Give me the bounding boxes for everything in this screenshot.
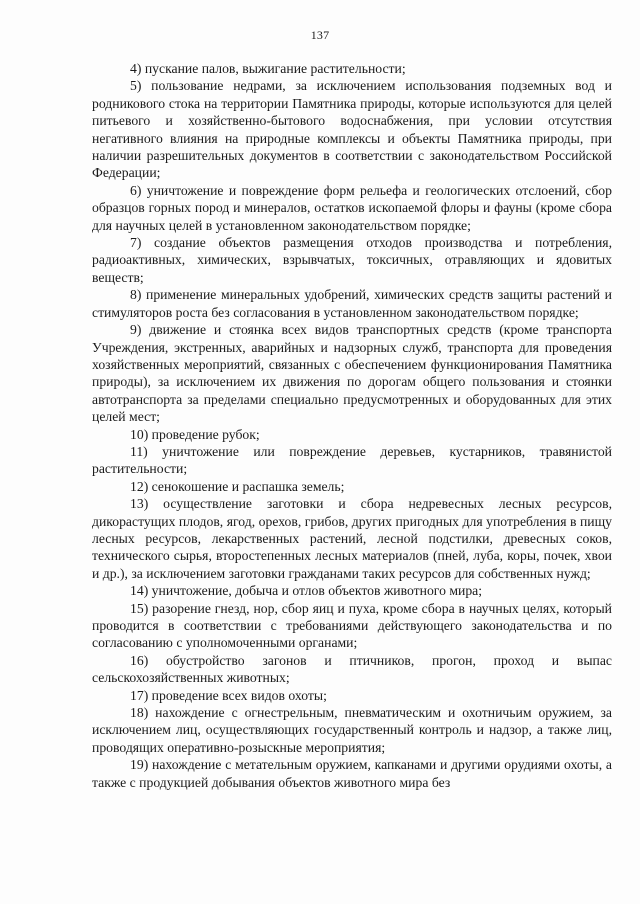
list-item-4: 4) пускание палов, выжигание растительности;: [130, 61, 406, 76]
list-item-19: 19) нахождение с метательным оружием, капканами и другими орудиями охоты, а также с продукцией добывания объектов животного мира без: [92, 757, 612, 790]
list-item-14: 14) уничтожение, добыча и отлов объектов животного мира;: [130, 583, 483, 599]
list-item-16: 16) обустройство загонов и птичников, прогон, проход и выпас сельскохозяйственных животных;: [92, 652, 612, 686]
list-item-17: 17) проведение всех видов охоты;: [130, 687, 327, 703]
page-number: 137: [310, 28, 330, 42]
list-item-9: 9) движение и стоянка всех видов транспортных средств (кроме транспорта Учреждения, экстренных, аварийных и надзорных служб, транспорта для проведения хозяйственных мероприятий, связанных с обеспечением функционирования Памятника природы), за исключением их движения по дорогам общего пользования и стоянки автотранспорта за пределами специально предусмотренных и оборудованных для этих целей мест;: [92, 322, 612, 425]
list-item-18: 18) нахождение с огнестрельным, пневматическим и охотничьим оружием, за исключением лиц, осуществляющих государственный контроль и надзор, а также лиц, проводящих оперативно-розыскные мероприятия;: [92, 705, 612, 755]
list-item-15: 15) разорение гнезд, нор, сбор яиц и пуха, кроме сбора в научных целях, который проводится в соответствии с требованиями действующего законодательства и по согласованию с уполномоченными органами;: [92, 600, 612, 651]
list-item-11: 11) уничтожение или повреждение деревьев, кустарников, травянистой растительности;: [92, 443, 612, 477]
list-item-8: 8) применение минеральных удобрений, химических средств защиты растений и стимуляторов роста без согласования в установленном законодательством порядке;: [92, 287, 612, 320]
list-item-12: 12) сенокошение и распашка земель;: [130, 478, 345, 494]
list-item-7: 7) создание объектов размещения отходов производства и потребления, радиоактивных, химических, взрывчатых, токсичных, отравляющих и ядовитых веществ;: [92, 235, 612, 285]
list-item-6: 6) уничтожение и повреждение форм рельефа и геологических отслоений, сбор образцов горных пород и минералов, остатков ископаемой флоры и фауны (кроме сбора для научных целей в установленном законодательством порядке;: [92, 182, 612, 233]
page-body: [92, 60, 612, 791]
list-item-5: 5) пользование недрами, за исключением использования подземных вод и родникового стока на территории Памятника природы, которые используются для целей питьевого и хозяйственно-бытового водоснабжения, при условии отсутствия негативного влияния на природные комплексы и объекты Памятника природы, при наличии разрешительных документов в соответствии с законодательством Российской Федерации;: [92, 78, 612, 181]
list-item-10: 10) проведение рубок;: [130, 426, 260, 442]
list-item-13: 13) осуществление заготовки и сбора недревесных лесных ресурсов, дикорастущих плодов, ягод, орехов, грибов, других пригодных для употребления в пищу лесных ресурсов, лекарственных растений, лесной подстилки, древесных соков, технического сырья, второстепенных лесных материалов (пней, луба, коры, почек, хвои и др.), за исключением заготовки гражданами таких ресурсов для собственных нужд;: [92, 496, 612, 581]
